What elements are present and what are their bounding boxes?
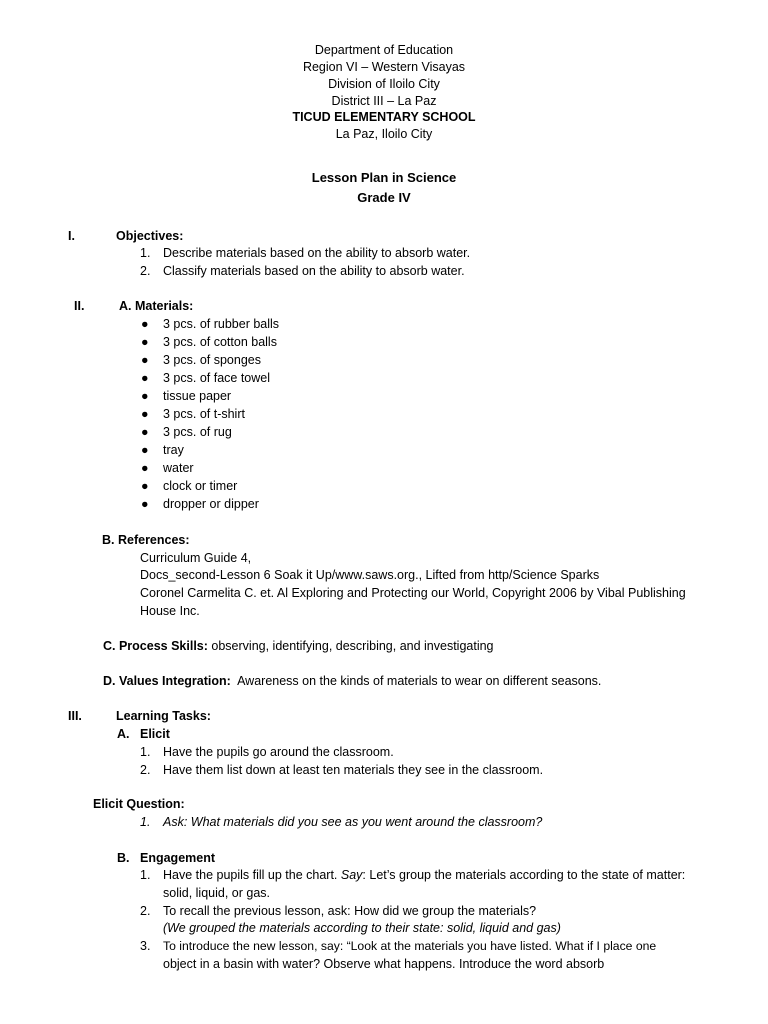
title-lesson-plan: Lesson Plan in Science: [311, 170, 457, 185]
elicit-question-number: 1.: [140, 815, 151, 829]
process-skills: [103, 638, 494, 654]
engagement-item-3-continued: object in a basin with water? Observe what happens. Introduce the word absorb: [163, 957, 605, 971]
process-skills-label: C. Process Skills:: [103, 639, 208, 653]
engagement-item-1-continued: solid, liquid, or gas.: [163, 886, 271, 900]
header-division: Division of Iloilo City: [328, 77, 440, 91]
learning-tasks-heading: Learning Tasks:: [116, 709, 211, 723]
material-item: dropper or dipper: [163, 497, 259, 511]
elicit-letter: A.: [117, 727, 130, 741]
material-item: water: [163, 461, 194, 475]
engagement-item-1-number: 1.: [140, 868, 151, 882]
elicit-item-1-number: 1.: [140, 745, 151, 759]
section-3-numeral: III.: [68, 709, 82, 723]
material-item: 3 pcs. of rubber balls: [163, 317, 280, 331]
bullet-icon: ●: [141, 371, 149, 385]
engagement-item-1-text: [163, 867, 685, 883]
engagement-item-2-number: 2.: [140, 904, 151, 918]
bullet-icon: ●: [141, 425, 149, 439]
title-grade: Grade IV: [357, 190, 411, 205]
section-1-heading: Objectives:: [116, 229, 184, 243]
header-department: Department of Education: [314, 43, 454, 57]
values-integration-label: D. Values Integration:: [103, 674, 231, 688]
elicit-item-2-number: 2.: [140, 763, 151, 777]
material-item: tissue paper: [163, 389, 232, 403]
header-district: District III – La Paz: [331, 94, 437, 108]
bullet-icon: ●: [141, 443, 149, 457]
reference-line: Curriculum Guide 4,: [140, 551, 252, 565]
material-item: 3 pcs. of sponges: [163, 353, 261, 367]
process-skills-text: observing, identifying, describing, and investigating: [207, 639, 494, 653]
material-item: tray: [163, 443, 184, 457]
engagement-item-3-text: To introduce the new lesson, say: “Look at the materials you have listed. What if I place one: [163, 939, 657, 953]
bullet-icon: ●: [141, 353, 149, 367]
engagement-1-part-b: : Let’s group the materials according to the state of matter:: [362, 868, 686, 882]
engagement-heading: Engagement: [140, 851, 216, 865]
material-item: clock or timer: [163, 479, 238, 493]
engagement-1-say: Say: [340, 868, 363, 882]
engagement-item-2-answer: (We grouped the materials according to their state: solid, liquid and gas): [163, 921, 561, 935]
header-school: TICUD ELEMENTARY SCHOOL: [292, 110, 476, 124]
values-integration: [103, 673, 601, 689]
references-heading: B. References:: [102, 533, 190, 547]
engagement-1-part-a: Have the pupils fill up the chart.: [163, 868, 341, 882]
bullet-icon: ●: [141, 497, 149, 511]
material-item: 3 pcs. of face towel: [163, 371, 271, 385]
engagement-item-3-number: 3.: [140, 939, 151, 953]
elicit-heading: Elicit: [140, 727, 170, 741]
reference-line: Docs_second-Lesson 6 Soak it Up/www.saws.org., Lifted from http/Science Sparks: [140, 568, 600, 582]
header-region: Region VI – Western Visayas: [302, 60, 466, 74]
section-1-numeral: I.: [68, 229, 75, 243]
section-2-numeral: II.: [74, 299, 85, 313]
objective-1-number: 1.: [140, 246, 151, 260]
material-item: 3 pcs. of cotton balls: [163, 335, 277, 349]
values-integration-text: Awareness on the kinds of materials to wear on different seasons.: [230, 674, 602, 688]
reference-line: Coronel Carmelita C. et. Al Exploring and Protecting our World, Copyright 2006 by Vibal Publishing: [140, 586, 686, 600]
engagement-item-2-text: To recall the previous lesson, ask: How did we group the materials?: [163, 904, 537, 918]
bullet-icon: ●: [141, 479, 149, 493]
bullet-icon: ●: [141, 335, 149, 349]
bullet-icon: ●: [141, 389, 149, 403]
material-item: 3 pcs. of rug: [163, 425, 232, 439]
elicit-question-heading: Elicit Question:: [93, 797, 185, 811]
header-address: La Paz, Iloilo City: [335, 127, 433, 141]
objective-2-number: 2.: [140, 264, 151, 278]
elicit-item-1-text: Have the pupils go around the classroom.: [163, 745, 394, 759]
bullet-icon: ●: [141, 317, 149, 331]
material-item: 3 pcs. of t-shirt: [163, 407, 245, 421]
materials-heading: A. Materials:: [119, 299, 194, 313]
reference-line: House Inc.: [140, 604, 200, 618]
objective-1-text: Describe materials based on the ability to absorb water.: [163, 246, 471, 260]
bullet-icon: ●: [141, 461, 149, 475]
bullet-icon: ●: [141, 407, 149, 421]
elicit-question-text: Ask: What materials did you see as you went around the classroom?: [163, 815, 543, 829]
engagement-letter: B.: [117, 851, 130, 865]
elicit-item-2-text: Have them list down at least ten materials they see in the classroom.: [163, 763, 544, 777]
objective-2-text: Classify materials based on the ability to absorb water.: [163, 264, 465, 278]
